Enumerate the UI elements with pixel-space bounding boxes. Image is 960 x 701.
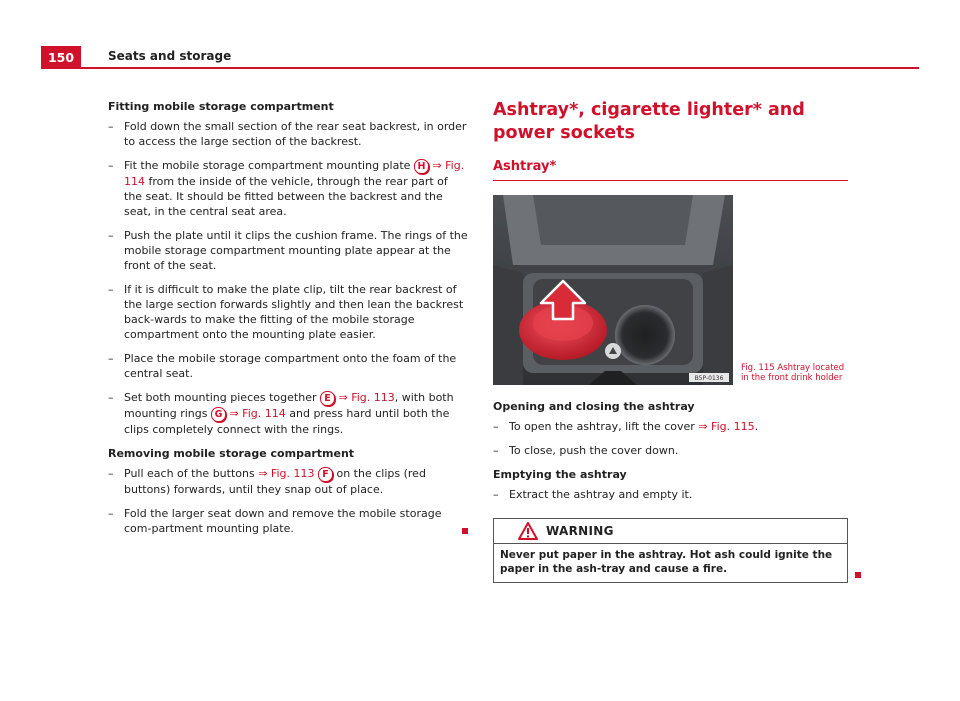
section-divider bbox=[493, 180, 848, 181]
figure-link[interactable]: ⇒ Fig. 113 bbox=[338, 391, 395, 404]
ashtray-illustration bbox=[493, 195, 733, 385]
emptying-heading: Emptying the ashtray bbox=[493, 468, 627, 481]
list-item bbox=[108, 119, 468, 149]
list-item bbox=[108, 228, 468, 273]
step-text: Fold down the small section of the rear seat backrest, in order to access the large section of the backrest. bbox=[124, 120, 467, 148]
dash-bullet: – bbox=[108, 507, 114, 520]
step-text: Extract the ashtray and empty it. bbox=[509, 488, 693, 501]
figure-block bbox=[493, 195, 848, 385]
step-text: Place the mobile storage compartment onto the foam of the central seat. bbox=[124, 352, 457, 380]
warning-label: WARNING bbox=[546, 523, 614, 538]
step-text: Pull each of the buttons bbox=[124, 467, 259, 480]
dash-bullet: – bbox=[108, 467, 114, 480]
figure-code: B5P-0136 bbox=[694, 375, 724, 382]
marker-badge-g: G bbox=[211, 407, 226, 422]
section-end-marker bbox=[855, 572, 861, 578]
list-item bbox=[108, 466, 468, 497]
step-text: If it is difficult to make the plate clip, tilt the rear backrest of the large section forwards slightly and then lean the backrest back-wards to make the fitting of the mobile storage compartment onto the mounting plate easier. bbox=[124, 283, 464, 341]
left-column bbox=[108, 99, 468, 545]
step-text: Set both mounting pieces together bbox=[124, 391, 320, 404]
step-text: Fit the mobile storage compartment mounting plate bbox=[124, 159, 414, 172]
page-number: 150 bbox=[41, 46, 81, 68]
right-column bbox=[493, 99, 848, 583]
chapter-title: Ashtray*, cigarette lighter* and power sockets bbox=[493, 100, 805, 143]
list-item bbox=[108, 158, 468, 219]
list-item bbox=[108, 351, 468, 381]
figure-link[interactable]: ⇒ Fig. 114 bbox=[229, 407, 286, 420]
removing-heading: Removing mobile storage compartment bbox=[108, 447, 355, 460]
marker-badge-f: F bbox=[318, 467, 333, 482]
ashtray-photo bbox=[493, 195, 733, 385]
figure-caption: Fig. 115 Ashtray located in the front drink holder bbox=[741, 363, 845, 383]
step-text: Fold the larger seat down and remove the mobile storage com-partment mounting plate. bbox=[124, 507, 442, 535]
fitting-heading: Fitting mobile storage compartment bbox=[108, 100, 334, 113]
dash-bullet: – bbox=[108, 229, 114, 242]
step-text: To open the ashtray, lift the cover bbox=[509, 420, 699, 433]
figure-link[interactable]: ⇒ Fig. 113 bbox=[258, 467, 315, 480]
warning-triangle-icon bbox=[518, 522, 538, 540]
list-item bbox=[108, 390, 468, 437]
dash-bullet: – bbox=[493, 444, 499, 457]
list-item bbox=[108, 506, 468, 536]
dash-bullet: – bbox=[493, 488, 499, 501]
dash-bullet: – bbox=[493, 420, 499, 433]
section-end-marker bbox=[462, 528, 468, 534]
opening-heading: Opening and closing the ashtray bbox=[493, 400, 695, 413]
step-text: and press hard until both the clips completely connect with the rings. bbox=[124, 407, 450, 436]
section-title: Ashtray* bbox=[493, 159, 557, 174]
dash-bullet: – bbox=[108, 391, 114, 404]
dash-bullet: – bbox=[108, 120, 114, 133]
warning-box bbox=[493, 518, 848, 583]
figure-link[interactable]: ⇒ Fig. 115 bbox=[698, 420, 755, 433]
step-text: To close, push the cover down. bbox=[509, 444, 679, 457]
step-text: on the clips (red buttons) forwards, until they snap out of place. bbox=[124, 467, 426, 496]
marker-badge-h: H bbox=[414, 159, 429, 174]
warning-header bbox=[494, 519, 847, 544]
step-text: from the inside of the vehicle, through the rear part of the seat. It should be fitted between the backrest and the seat, in the central seat area. bbox=[124, 175, 448, 218]
dash-bullet: – bbox=[108, 352, 114, 365]
header-divider bbox=[41, 67, 919, 69]
dash-bullet: – bbox=[108, 159, 114, 172]
marker-badge-e: E bbox=[320, 391, 335, 406]
list-item: – To open the ashtray, lift the cover ⇒ Fig. 115. bbox=[493, 420, 759, 433]
list-item bbox=[108, 282, 468, 342]
page-header-title: Seats and storage bbox=[108, 49, 232, 63]
list-item bbox=[493, 443, 848, 458]
warning-text: Never put paper in the ashtray. Hot ash could ignite the paper in the ash-tray and cause a fire. bbox=[500, 549, 833, 575]
figure-link[interactable]: ⇒ Fig. 114 bbox=[124, 159, 465, 188]
step-text: Push the plate until it clips the cushion frame. The rings of the mobile storage compartment mounting plate appear at the front of the seat. bbox=[124, 229, 468, 272]
dash-bullet: – bbox=[108, 283, 114, 296]
list-item bbox=[493, 487, 848, 502]
step-text: , with both mounting rings bbox=[124, 391, 454, 420]
